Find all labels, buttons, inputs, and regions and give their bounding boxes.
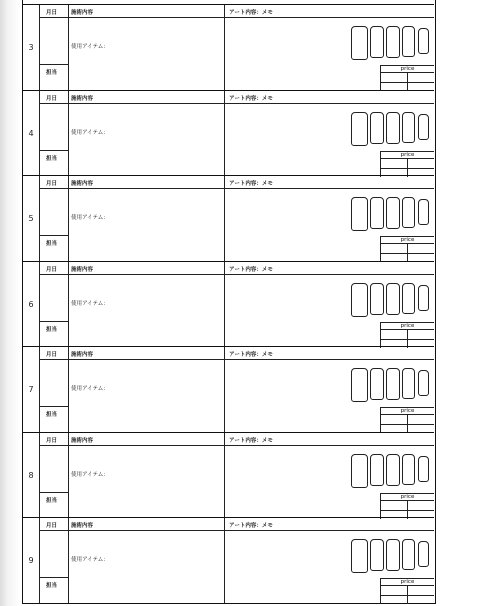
price-box [380, 236, 434, 262]
middle-nail-shape [386, 197, 400, 229]
middle-nail-shape [386, 112, 400, 144]
ring-nail-shape [402, 539, 415, 570]
record-block [23, 90, 434, 176]
items-used-label: 使用アイテム： [71, 386, 109, 392]
pinky-nail-shape [418, 28, 429, 54]
items-used-label: 使用アイテム： [71, 300, 109, 307]
thumb-nail-shape [351, 539, 368, 573]
price-box [380, 151, 434, 177]
items-used-label: 使用アイテム： [71, 557, 109, 563]
price-row-divider [381, 82, 434, 83]
art-memo-label: アート内容：メモ [229, 523, 273, 529]
nail-diagram [351, 368, 431, 401]
thumb-nail-shape [351, 283, 368, 317]
staff-divider [40, 406, 69, 407]
treatment-label: 施術内容 [71, 266, 94, 273]
middle-nail-shape [386, 368, 400, 400]
price-row-divider [381, 168, 434, 169]
index-nail-shape [370, 197, 384, 229]
treatment-label: 施術内容 [71, 437, 94, 444]
record-block [23, 432, 434, 518]
staff-divider [40, 235, 69, 236]
art-memo-label: アート内容：メモ [229, 437, 273, 444]
items-used-label: 使用アイテム： [71, 471, 109, 478]
treatment-label: 施術内容 [71, 181, 94, 187]
staff-divider [40, 150, 69, 151]
treatment-label: 施術内容 [71, 95, 94, 102]
middle-nail-shape [386, 26, 400, 58]
price-label: price [381, 65, 434, 73]
pinky-nail-shape [418, 456, 429, 482]
record-block [23, 517, 434, 603]
pinky-nail-shape [418, 285, 429, 311]
treatment-label: 施術内容 [71, 523, 94, 529]
items-used-label: 使用アイテム： [71, 215, 109, 221]
date-label: 月日 [46, 437, 58, 444]
items-used-label: 使用アイテム： [71, 129, 109, 136]
nail-diagram [351, 26, 431, 59]
day-number: 7 [23, 347, 40, 432]
price-box [380, 322, 434, 348]
index-nail-shape [370, 283, 384, 315]
price-label: price [381, 322, 434, 330]
day-number: 5 [23, 176, 40, 261]
staff-label: 担当 [46, 412, 58, 418]
pinky-nail-shape [418, 199, 429, 225]
record-table [22, 0, 436, 604]
ring-nail-shape [402, 283, 415, 314]
day-number: 4 [23, 91, 40, 176]
nail-diagram [351, 112, 431, 145]
price-box [380, 407, 434, 433]
price-label: price [381, 151, 434, 159]
record-block [23, 346, 434, 432]
thumb-nail-shape [351, 112, 368, 146]
art-memo-label: アート内容：メモ [229, 266, 273, 273]
thumb-nail-shape [351, 26, 368, 60]
pinky-nail-shape [418, 370, 429, 396]
thumb-nail-shape [351, 197, 368, 231]
items-used-label: 使用アイテム： [71, 44, 109, 50]
price-row-divider [381, 424, 434, 425]
staff-label: 担当 [46, 583, 58, 589]
price-box [380, 65, 434, 91]
date-label: 月日 [46, 95, 58, 102]
art-memo-label: アート内容：メモ [229, 181, 273, 187]
ring-nail-shape [402, 112, 415, 143]
ring-nail-shape [402, 197, 415, 228]
page-edge-shadow [0, 0, 20, 606]
staff-divider [40, 492, 69, 493]
date-label: 月日 [46, 266, 58, 273]
index-nail-shape [370, 26, 384, 58]
middle-nail-shape [386, 539, 400, 571]
treatment-label: 施術内容 [71, 10, 94, 16]
date-label: 月日 [46, 10, 58, 16]
thumb-nail-shape [351, 454, 368, 488]
price-label: price [381, 493, 434, 501]
record-block [23, 175, 434, 261]
nail-diagram [351, 539, 431, 572]
price-label: price [381, 407, 434, 415]
staff-label: 担当 [46, 70, 58, 76]
index-nail-shape [370, 539, 384, 571]
day-number: 6 [23, 262, 40, 347]
staff-divider [40, 321, 69, 322]
pinky-nail-shape [418, 541, 429, 567]
staff-label: 担当 [46, 326, 58, 333]
day-number: 3 [23, 5, 40, 90]
middle-nail-shape [386, 283, 400, 315]
index-nail-shape [370, 112, 384, 144]
price-row-divider [381, 339, 434, 340]
ring-nail-shape [402, 368, 415, 399]
date-label: 月日 [46, 523, 58, 529]
art-memo-label: アート内容：メモ [229, 352, 273, 358]
price-label: price [381, 578, 434, 586]
nail-diagram [351, 454, 431, 487]
record-block [23, 261, 434, 347]
index-nail-shape [370, 368, 384, 400]
staff-label: 担当 [46, 155, 58, 162]
price-label: price [381, 236, 434, 244]
date-label: 月日 [46, 352, 58, 358]
nail-diagram [351, 283, 431, 316]
record-block [23, 4, 434, 90]
thumb-nail-shape [351, 368, 368, 402]
ring-nail-shape [402, 26, 415, 57]
day-number: 9 [23, 518, 40, 603]
date-label: 月日 [46, 181, 58, 187]
treatment-label: 施術内容 [71, 352, 94, 358]
day-number: 8 [23, 433, 40, 518]
index-nail-shape [370, 454, 384, 486]
price-row-divider [381, 510, 434, 511]
staff-divider [40, 64, 69, 65]
staff-label: 担当 [46, 497, 58, 504]
pinky-nail-shape [418, 114, 429, 140]
price-box [380, 493, 434, 519]
staff-divider [40, 577, 69, 578]
price-row-divider [381, 253, 434, 254]
art-memo-label: アート内容：メモ [229, 10, 273, 16]
art-memo-label: アート内容：メモ [229, 95, 273, 102]
middle-nail-shape [386, 454, 400, 486]
staff-label: 担当 [46, 241, 58, 247]
nail-diagram [351, 197, 431, 230]
price-row-divider [381, 595, 434, 596]
ring-nail-shape [402, 454, 415, 485]
price-box [380, 578, 434, 604]
